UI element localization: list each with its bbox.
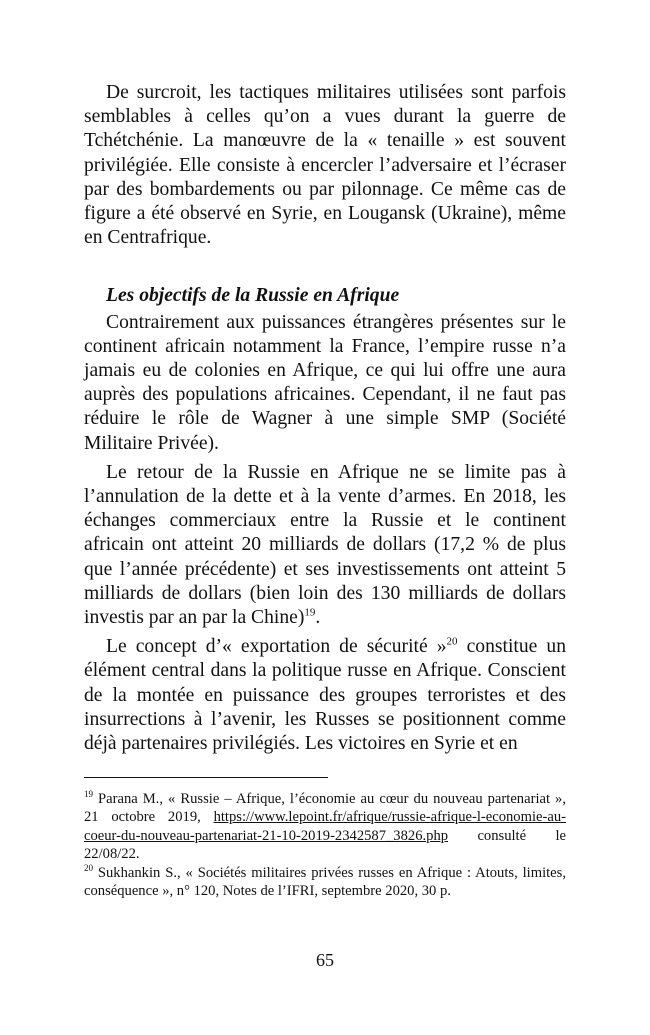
paragraph-trade-text: Le retour de la Russie en Afrique ne se limite pas à l’annulation de la dette et à la vente d’armes. En 2018, les échanges commerciaux entre la Russie et le continent africain ont atteint 20 milliards de dollars (17,2 % de plus que l’année précédente) et ses investissements ont atteint 5 milliards de dollars (bien loin des 130 milliards de dollars investis par an par la Chine) — [84, 461, 566, 629]
paragraph-security — [84, 635, 566, 756]
paragraph-security-rest: constitue un élément central dans la politique russe en Afrique. Conscient de la montée en puissance des groupes terroristes et des insurrections à l’avenir, les Russes se positionnent comme déjà partenaires privilégiés. Les victoires en Syrie et en — [84, 636, 566, 755]
footnote-number-20: 20 — [84, 862, 93, 873]
paragraph-colonies: Contrairement aux puissances étrangères présentes sur le continent africain notamment la France, l’empire russe n’a jamais eu de colonies en Afrique, ce qui lui offre une aura auprès des populations africaines. Cependant, il ne faut pas réduire le rôle de Wagner à une simple SMP (Société Militaire Privée). — [84, 311, 566, 454]
body-text — [84, 81, 566, 756]
footnote-20 — [84, 864, 566, 901]
footnote-ref-19[interactable]: 19 — [304, 606, 316, 619]
footnotes — [84, 790, 566, 900]
section-heading: Les objectifs de la Russie en Afrique — [106, 285, 400, 307]
paragraph-trade-end: . — [315, 607, 321, 629]
footnote-19-link[interactable]: https://www.lepoint.fr/afrique/russie-afrique-l-economie-au-coeur-du-nouveau-partenariat-21-10-2019-2342587_3826.php — [84, 809, 566, 844]
paragraph-security-start: Le concept d’« exportation de sécurité » — [106, 636, 447, 658]
footnote-19-consulted: consulté le 22/08/22. — [84, 827, 566, 863]
paragraph-tactics: De surcroit, les tactiques militaires utilisées sont parfois semblables à celles qu’on a vues durant la guerre de Tchétchénie. La manœuvre de la « tenaille » est souvent privilégiée. Elle consiste à encercler l’adversaire et l’écraser par des bombardements ou par pilonnage. Ce même cas de figure a été observé en Syrie, en Lougansk (Ukraine), même en Centrafrique. — [84, 82, 566, 249]
footnote-20-text: Sukhankin S., « Sociétés militaires privées russes en Afrique : Atouts, limites, conséquence », n° 120, Notes de l’IFRI, septembre 2020, 30 p. — [84, 864, 566, 900]
footnote-number-19: 19 — [84, 789, 93, 800]
footnote-19-text: Parana M., « Russie – Afrique, l’économie au cœur du nouveau partenariat », 21 octobre 2019, — [84, 791, 566, 826]
footnote-separator — [84, 777, 328, 778]
footnote-19 — [84, 790, 566, 864]
footnote-ref-20[interactable]: 20 — [446, 635, 458, 648]
paragraph-trade — [84, 461, 566, 630]
page-number: 65 — [316, 950, 334, 970]
